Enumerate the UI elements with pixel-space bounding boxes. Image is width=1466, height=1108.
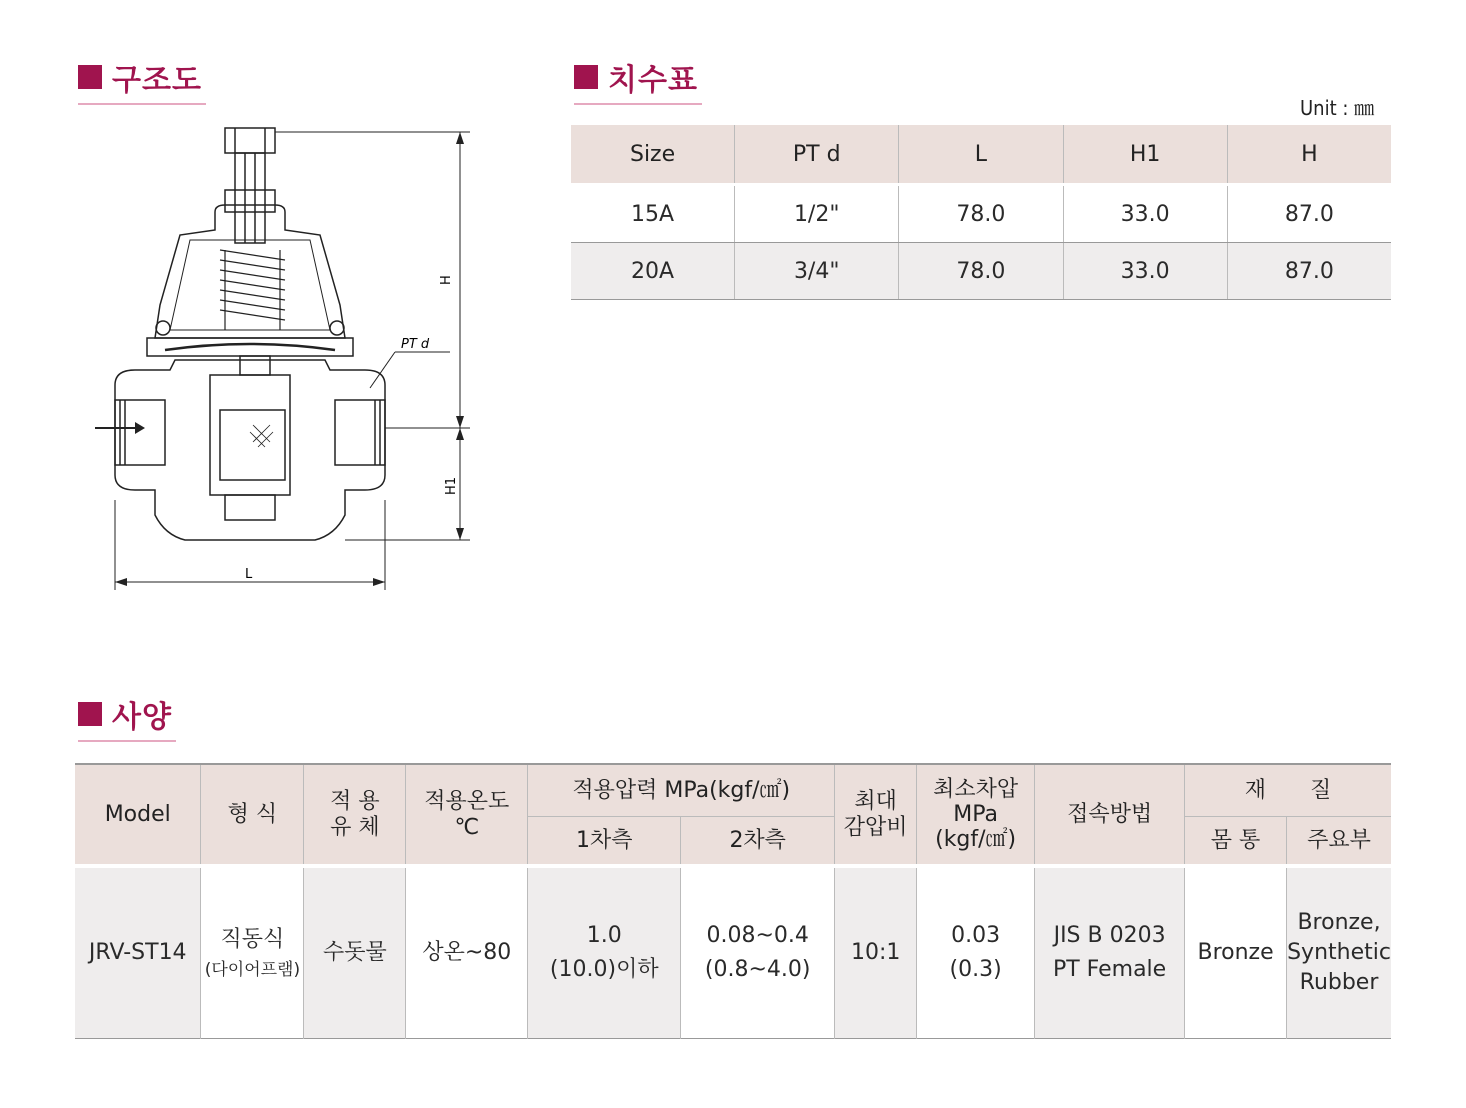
- table-cell: 78.0: [899, 243, 1063, 300]
- header-ratio-line1: 최대: [854, 789, 897, 815]
- cell-main-parts-line3: Rubber: [1299, 969, 1379, 995]
- header-temp: [406, 764, 528, 866]
- cell-connection-line1: JIS B 0203: [1053, 922, 1166, 948]
- cell-secondary-line2: (0.8~4.0): [704, 956, 811, 982]
- spec-header-row-1: [75, 764, 1391, 816]
- cell-primary: [528, 866, 681, 1038]
- cell-body: Bronze: [1185, 866, 1287, 1038]
- cell-primary-line1: 1.0: [586, 922, 622, 948]
- header-temp-line2: ℃: [454, 814, 480, 840]
- header-fluid-line1: 적 용: [330, 789, 380, 815]
- column-header: H: [1227, 125, 1391, 185]
- column-header: Size: [571, 125, 735, 185]
- square-bullet-icon: [78, 702, 102, 726]
- section-title-text: 치수표: [608, 63, 698, 98]
- table-cell: 78.0: [899, 185, 1063, 243]
- header-fluid: [304, 764, 406, 866]
- header-secondary: 2차측: [681, 816, 835, 866]
- cell-temp: 상온~80: [406, 866, 528, 1038]
- section-title-dimension: [574, 55, 702, 105]
- table-cell: 1/2": [735, 185, 899, 243]
- section-title-structure: [78, 55, 206, 105]
- table-cell: 87.0: [1227, 185, 1391, 243]
- cell-fluid: 수돗물: [304, 866, 406, 1038]
- header-connection: 접속방법: [1035, 764, 1185, 866]
- cell-secondary: [681, 866, 835, 1038]
- header-min-diff: [917, 764, 1035, 866]
- cell-type: [201, 866, 304, 1038]
- cell-main-parts: [1287, 866, 1391, 1038]
- header-min-diff-line1: 최소차압: [933, 776, 1019, 802]
- cell-type-line2: (다이어프램): [204, 959, 301, 980]
- cell-model: JRV-ST14: [75, 866, 201, 1038]
- spec-table: [75, 763, 1391, 1039]
- table-cell: 3/4": [735, 243, 899, 300]
- cell-min-diff-line2: (0.3): [949, 956, 1002, 982]
- table-row: [571, 185, 1391, 243]
- square-bullet-icon: [574, 65, 598, 89]
- cell-secondary-line1: 0.08~0.4: [706, 922, 809, 948]
- dimension-table: [571, 125, 1391, 300]
- label-h1: H1: [444, 476, 459, 495]
- table-cell: 15A: [571, 185, 735, 243]
- header-body: 몸 통: [1185, 816, 1287, 866]
- cell-min-diff-line1: 0.03: [951, 922, 1001, 948]
- header-type: 형 식: [201, 764, 304, 866]
- cell-connection-line2: PT Female: [1052, 956, 1167, 982]
- label-l: L: [245, 567, 253, 582]
- header-material: 재 질: [1185, 764, 1391, 816]
- header-ratio: [835, 764, 917, 866]
- table-cell: 20A: [571, 243, 735, 300]
- square-bullet-icon: [78, 65, 102, 89]
- header-fluid-line2: 유 체: [330, 814, 380, 840]
- cell-type-line1: 직동식: [220, 926, 285, 952]
- cell-min-diff: [917, 866, 1035, 1038]
- column-header: H1: [1063, 125, 1227, 185]
- header-min-diff-line2: MPa: [953, 801, 998, 827]
- column-header: L: [899, 125, 1063, 185]
- header-min-diff-line3: (kgf/㎠): [935, 827, 1017, 853]
- table-header-row: [571, 125, 1391, 185]
- cell-main-parts-line2: Synthetic: [1287, 939, 1391, 965]
- header-pressure: 적용압력 MPa(kgf/㎠): [528, 764, 835, 816]
- label-ptd: PT d: [401, 337, 430, 352]
- valve-structure-drawing: [95, 120, 475, 600]
- table-cell: 87.0: [1227, 243, 1391, 300]
- section-title-spec: [78, 692, 176, 742]
- header-model: Model: [75, 764, 201, 866]
- header-primary: 1차측: [528, 816, 681, 866]
- cell-connection: [1035, 866, 1185, 1038]
- cell-primary-line2: (10.0)이하: [549, 956, 659, 982]
- cell-ratio: 10:1: [835, 866, 917, 1038]
- table-row: [571, 243, 1391, 300]
- column-header: PT d: [735, 125, 899, 185]
- section-title-text: 사양: [112, 700, 172, 735]
- header-main-parts: 주요부: [1287, 816, 1391, 866]
- unit-label: Unit : ㎜: [1300, 96, 1375, 120]
- section-title-text: 구조도: [112, 63, 202, 98]
- table-cell: 33.0: [1063, 243, 1227, 300]
- header-temp-line1: 적용온도: [424, 789, 510, 815]
- table-cell: 33.0: [1063, 185, 1227, 243]
- label-h: H: [439, 275, 454, 285]
- table-row: [75, 866, 1391, 1038]
- cell-main-parts-line1: Bronze,: [1297, 910, 1381, 936]
- header-ratio-line2: 감압비: [843, 814, 908, 840]
